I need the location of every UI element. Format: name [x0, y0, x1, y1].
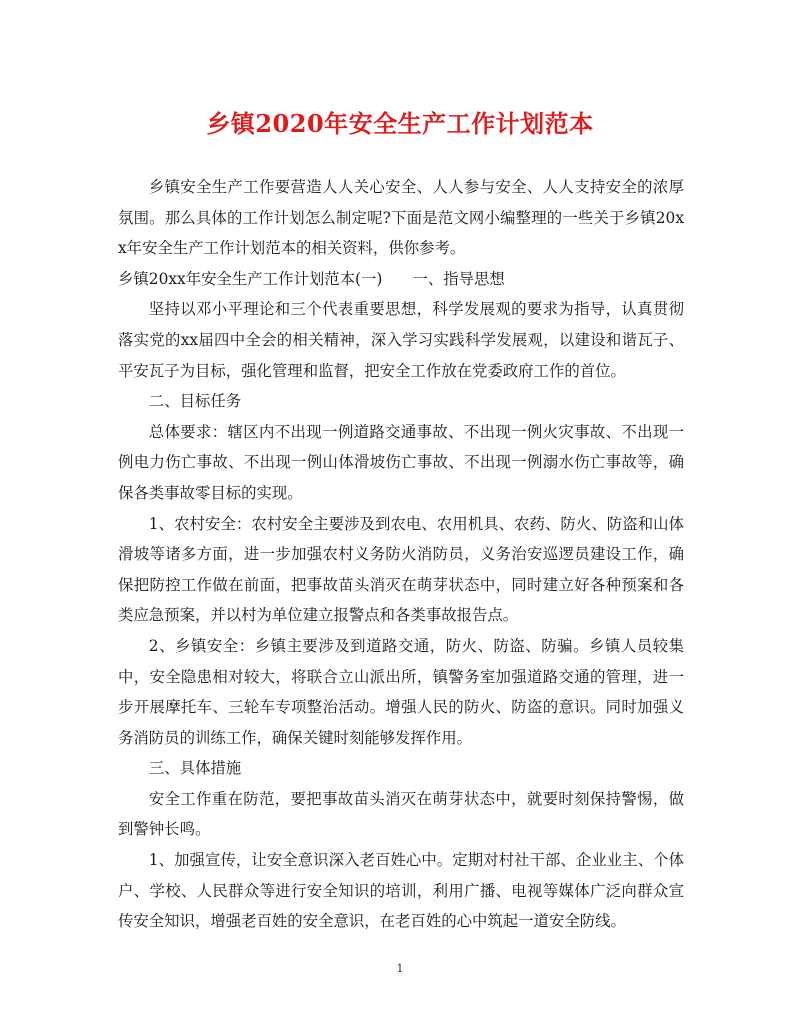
- document-title: 乡镇2020年安全生产工作计划范本: [206, 109, 594, 138]
- section2-item-2: 2、乡镇安全：乡镇主要涉及到道路交通，防火、防盗、防骗。乡镇人员较集中，安全隐患相对较大，将联合立山派出所，镇警务室加强道路交通的管理，进一步开展摩托车、三轮车专项整治活动。增强人民的防火、防盗的意识。同时加强义务消防员的训练工作，确保关键时刻能够发挥作用。: [118, 636, 684, 747]
- section3-item-1: 1、加强宣传，让安全意识深入老百姓心中。定期对村社干部、企业业主、个体户、学校、人民群众等进行安全知识的培训，利用广播、电视等媒体广泛向群众宣传安全知识，增强老百姓的安全意识，在老百姓的心中筑起一道安全防线。: [118, 851, 684, 931]
- intro-paragraph: 乡镇安全生产工作要营造人人关心安全、人人参与安全、人人支持安全的浓厚氛围。那么具体的工作计划怎么制定呢?下面是范文网小编整理的一些关于乡镇20xx年安全生产工作计划范本的相关资料，供你参考。: [118, 178, 685, 258]
- section2-heading: 二、目标任务: [148, 392, 242, 411]
- section3-heading: 三、具体措施: [148, 759, 242, 778]
- page-number: 1: [396, 962, 404, 975]
- spacer: [382, 264, 412, 295]
- section1-paragraph: 坚持以邓小平理论和三个代表重要思想，科学发展观的要求为指导，认真贯彻落实党的xx届四中全会的相关精神，深入学习实践科学发展观，以建设和谐瓦子、平安瓦子为目标，强化管理和监督，把安全工作放在党委政府工作的首位。: [118, 300, 684, 380]
- document-body: [118, 172, 684, 937]
- section2-paragraph: 总体要求：辖区内不出现一例道路交通事故、不出现一例火灾事故、不出现一例电力伤亡事故、不出现一例山体滑坡伤亡事故、不出现一例溺水伤亡事故等，确保各类事故零目标的实现。: [118, 422, 684, 502]
- section3-paragraph: 安全工作重在防范，要把事故苗头消灭在萌芽状态中，就要时刻保持警惕，做到警钟长鸣。: [118, 789, 684, 839]
- section1-heading: 一、指导思想: [412, 269, 505, 288]
- subtitle-line: [118, 264, 684, 295]
- section2-item-1: 1、农村安全：农村安全主要涉及到农电、农用机具、农药、防火、防盗和山体滑坡等诸多方面，进一步加强农村义务防火消防员，义务治安巡逻员建设工作，确保把防控工作做在前面，把事故苗头消灭在萌芽状态中，同时建立好各种预案和各类应急预案，并以村为单位建立报警点和各类事故报告点。: [118, 514, 684, 625]
- plan-subtitle: 乡镇20xx年安全生产工作计划范本(一): [118, 269, 383, 288]
